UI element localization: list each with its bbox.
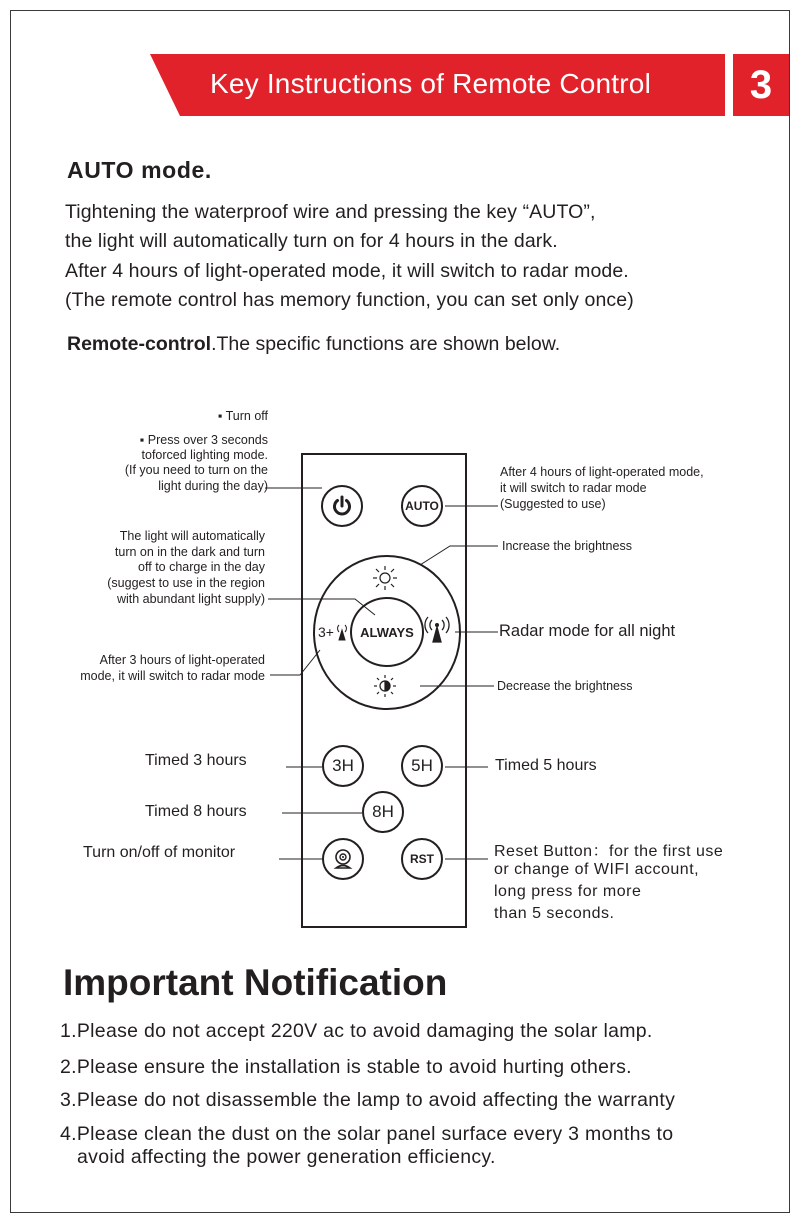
important-item: avoid affecting the power generation efficiency. — [77, 1146, 496, 1168]
timed-5h-label: 5H — [411, 756, 433, 775]
power-button[interactable] — [321, 485, 363, 527]
remote-intro-bold: Remote-control — [67, 333, 212, 355]
auto-mode-line: the light will automatically turn on for 4 hours in the dark. — [65, 230, 558, 252]
label-power-line: (If you need to turn on the — [124, 463, 268, 477]
label-increase: Increase the brightness — [502, 539, 632, 553]
label-radar: Radar mode for all night — [499, 622, 676, 640]
always-button[interactable]: ALWAYS — [350, 597, 424, 667]
important-item: 4.Please clean the dust on the solar panel surface every 3 months to — [60, 1123, 674, 1145]
timed-8h-button[interactable] — [362, 791, 404, 833]
important-heading: Important Notification — [63, 962, 448, 1003]
monitor-button[interactable] — [322, 838, 364, 880]
label-timed5: Timed 5 hours — [495, 757, 597, 774]
label-three-plus-line: mode, it will switch to radar mode — [80, 669, 265, 683]
remote-intro — [67, 333, 560, 356]
label-decrease: Decrease the brightness — [497, 679, 633, 693]
page-title: Key Instructions of Remote Control — [210, 68, 651, 99]
timed-8h-label: 8H — [372, 802, 394, 821]
label-reset-line: or change of WIFI account, — [494, 861, 700, 878]
timed-5h-button[interactable] — [401, 745, 443, 787]
label-reset-line: long press for more — [494, 883, 642, 900]
auto-button-label: AUTO — [405, 499, 439, 513]
label-reset-line: than 5 seconds. — [494, 905, 615, 922]
auto-mode-heading: AUTO mode. — [67, 157, 212, 183]
label-auto-line: it will switch to radar mode — [500, 481, 647, 495]
label-timed8: Timed 8 hours — [145, 803, 247, 820]
reset-button[interactable] — [401, 838, 443, 880]
timed-3h-label: 3H — [332, 756, 354, 775]
label-auto-line: (Suggested to use) — [500, 497, 606, 511]
label-power-line: toforced lighting mode. — [141, 448, 268, 462]
label-power-line: ▪ Press over 3 seconds — [139, 433, 268, 447]
auto-mode-line: Tightening the waterproof wire and pressing the key “AUTO”, — [65, 201, 596, 223]
label-reset-line: Reset Button：for the first use — [494, 843, 724, 860]
label-monitor: Turn on/off of monitor — [83, 844, 236, 861]
label-always-line: (suggest to use in the region — [107, 576, 265, 590]
three-plus-button[interactable]: 3+ — [318, 624, 334, 640]
monitor-camera-icon — [330, 846, 356, 872]
auto-button[interactable] — [401, 485, 443, 527]
important-item: 2.Please ensure the installation is stable to avoid hurting others. — [60, 1056, 632, 1078]
label-timed3: Timed 3 hours — [145, 752, 247, 769]
label-power-line: light during the day) — [158, 479, 268, 493]
auto-mode-line: (The remote control has memory function, you can set only once) — [65, 289, 634, 311]
remote-intro-rest: .The specific functions are shown below. — [211, 333, 561, 355]
label-power-line: ▪ Turn off — [217, 409, 268, 423]
timed-3h-button[interactable] — [322, 745, 364, 787]
label-always-line: The light will automatically — [119, 529, 265, 543]
label-auto-line: After 4 hours of light-operated mode, — [500, 465, 704, 479]
important-item: 1.Please do not accept 220V ac to avoid damaging the solar lamp. — [60, 1020, 653, 1042]
label-three-plus-line: After 3 hours of light-operated — [99, 653, 265, 667]
page-number-badge: 3 — [733, 54, 789, 116]
important-item: 3.Please do not disassemble the lamp to avoid affecting the warranty — [60, 1089, 676, 1111]
label-always-line: off to charge in the day — [138, 560, 265, 574]
reset-button-label: RST — [410, 852, 434, 866]
auto-mode-line: After 4 hours of light-operated mode, it will switch to radar mode. — [65, 260, 629, 282]
label-always-line: with abundant light supply) — [116, 592, 265, 606]
power-icon — [330, 494, 354, 518]
label-always-line: turn on in the dark and turn — [114, 545, 265, 559]
